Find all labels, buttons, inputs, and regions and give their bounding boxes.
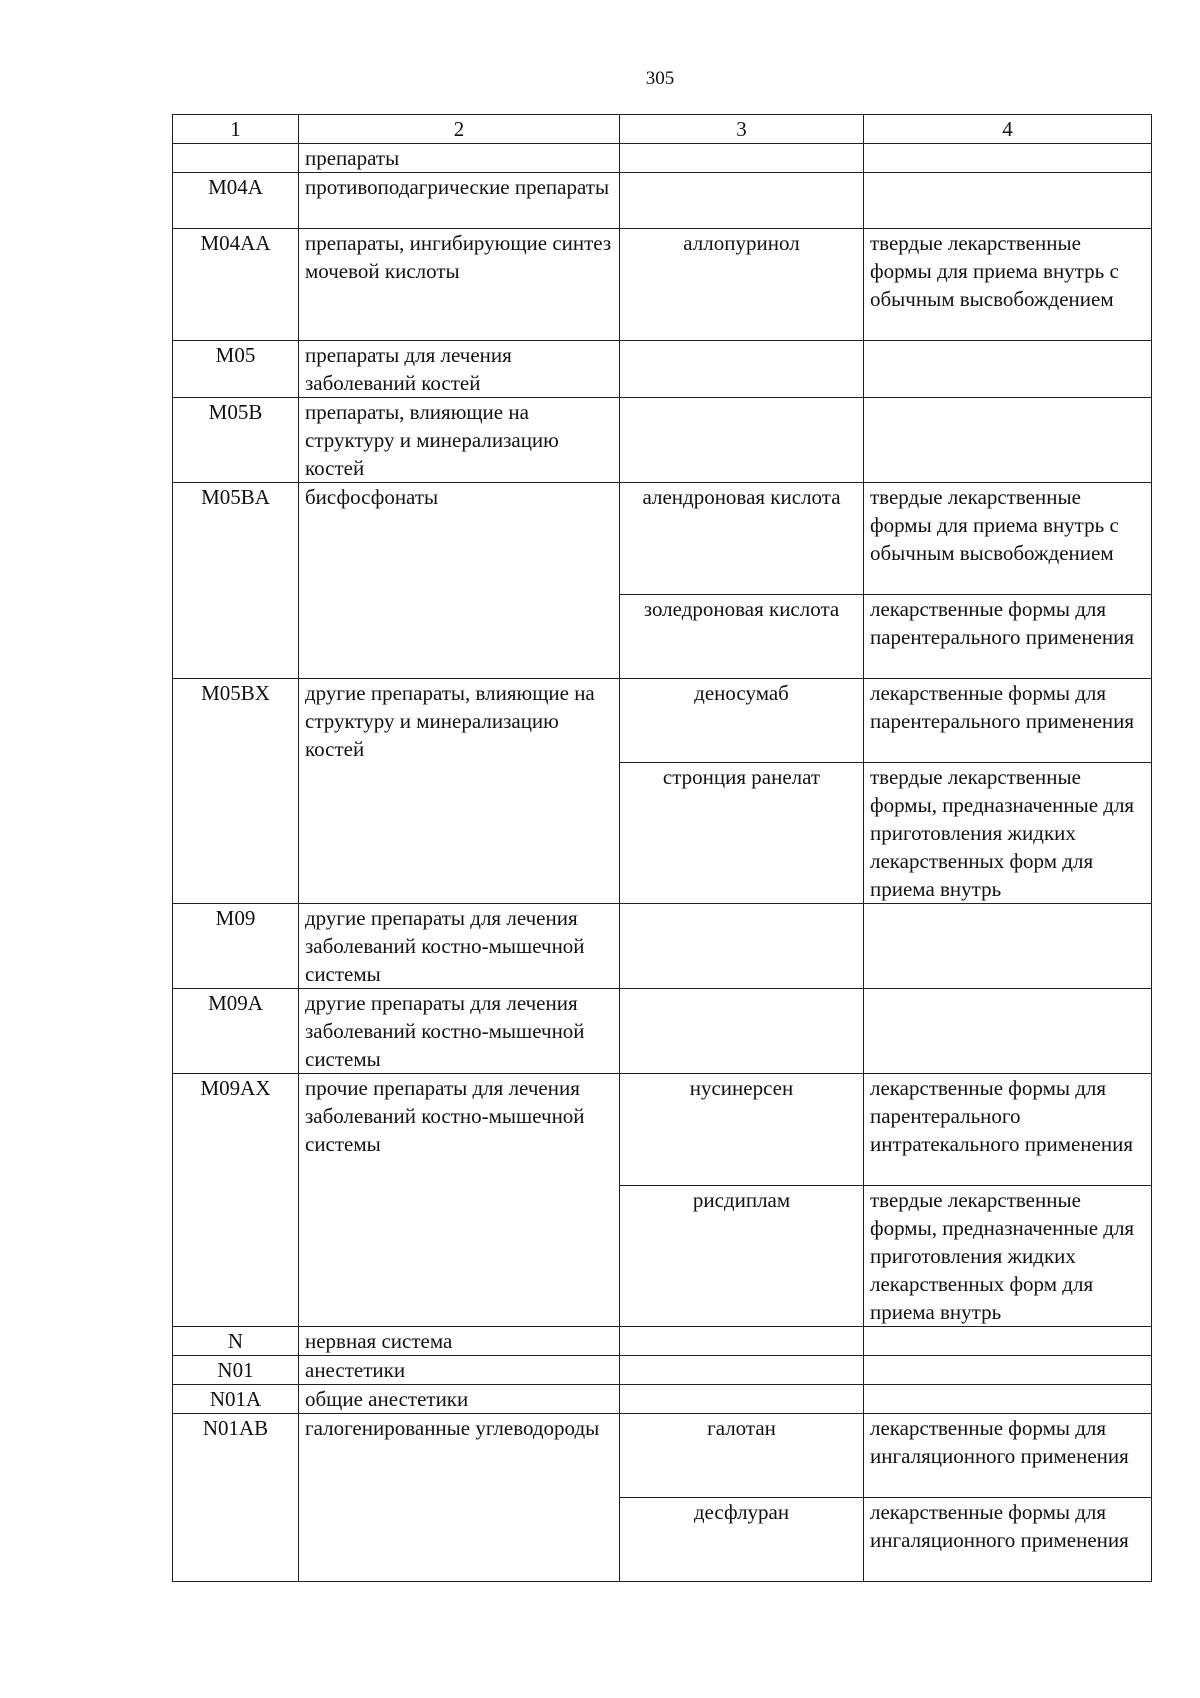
table-row	[173, 1385, 1152, 1414]
drug-name-cell	[620, 1385, 864, 1414]
group-cell: общие анестетики	[299, 1385, 620, 1414]
table-row	[173, 1356, 1152, 1385]
dosage-form-cell	[864, 398, 1152, 483]
table-row	[173, 144, 1152, 173]
drug-name-cell	[620, 1327, 864, 1356]
dosage-form-cell	[864, 341, 1152, 398]
drug-name-cell	[620, 989, 864, 1074]
group-cell: другие препараты для лечения заболеваний костно-мышечной системы	[299, 989, 620, 1074]
code-cell: M09AX	[173, 1074, 299, 1327]
drug-name-cell	[620, 173, 864, 229]
drug-name-cell: деносумаб	[620, 679, 864, 763]
table-row	[173, 904, 1152, 989]
dosage-form-cell: лекарственные формы для парентерального применения	[864, 679, 1152, 763]
table-row	[173, 989, 1152, 1074]
drug-table	[172, 114, 1152, 1582]
table-header-row	[173, 115, 1152, 144]
table-row	[173, 341, 1152, 398]
group-cell: бисфосфонаты	[299, 483, 620, 679]
drug-name-cell: галотан	[620, 1414, 864, 1498]
drug-name-cell: золедроновая кислота	[620, 595, 864, 679]
dosage-form-cell: лекарственные формы для ингаляционного применения	[864, 1498, 1152, 1582]
code-cell: N01AB	[173, 1414, 299, 1582]
dosage-form-cell: твердые лекарственные формы для приема внутрь с обычным высвобождением	[864, 483, 1152, 595]
code-cell: M04A	[173, 173, 299, 229]
dosage-form-cell: твердые лекарственные формы, предназначенные для приготовления жидких лекарственных форм для приема внутрь	[864, 763, 1152, 904]
table-row	[173, 398, 1152, 483]
code-cell: N01	[173, 1356, 299, 1385]
dosage-form-cell: твердые лекарственные формы для приема внутрь с обычным высвобождением	[864, 229, 1152, 341]
code-cell: M09	[173, 904, 299, 989]
dosage-form-cell	[864, 989, 1152, 1074]
drug-name-cell: нусинерсен	[620, 1074, 864, 1186]
group-cell: препараты для лечения заболеваний костей	[299, 341, 620, 398]
code-cell: M09A	[173, 989, 299, 1074]
code-cell	[173, 144, 299, 173]
dosage-form-cell: лекарственные формы для парентерального интратекального применения	[864, 1074, 1152, 1186]
drug-name-cell: алендроновая кислота	[620, 483, 864, 595]
group-cell: анестетики	[299, 1356, 620, 1385]
drug-name-cell	[620, 398, 864, 483]
table-row	[173, 679, 1152, 763]
code-cell: M05BA	[173, 483, 299, 679]
drug-name-cell	[620, 904, 864, 989]
drug-name-cell	[620, 1356, 864, 1385]
code-cell: N	[173, 1327, 299, 1356]
group-cell: препараты, ингибирующие синтез мочевой кислоты	[299, 229, 620, 341]
dosage-form-cell: твердые лекарственные формы, предназначенные для приготовления жидких лекарственных форм для приема внутрь	[864, 1186, 1152, 1327]
dosage-form-cell: лекарственные формы для ингаляционного применения	[864, 1414, 1152, 1498]
dosage-form-cell	[864, 904, 1152, 989]
dosage-form-cell	[864, 173, 1152, 229]
header-cell: 4	[864, 115, 1152, 144]
header-cell: 2	[299, 115, 620, 144]
dosage-form-cell: лекарственные формы для парентерального применения	[864, 595, 1152, 679]
drug-name-cell: десфлуран	[620, 1498, 864, 1582]
code-cell: M05BX	[173, 679, 299, 904]
code-cell: M05	[173, 341, 299, 398]
code-cell: N01A	[173, 1385, 299, 1414]
page-number: 305	[645, 68, 675, 89]
header-cell: 1	[173, 115, 299, 144]
drug-name-cell	[620, 144, 864, 173]
group-cell: прочие препараты для лечения заболеваний костно-мышечной системы	[299, 1074, 620, 1327]
drug-name-cell: рисдиплам	[620, 1186, 864, 1327]
drug-name-cell	[620, 341, 864, 398]
header-cell: 3	[620, 115, 864, 144]
table-row	[173, 483, 1152, 595]
drug-name-cell: стронция ранелат	[620, 763, 864, 904]
code-cell: M05B	[173, 398, 299, 483]
dosage-form-cell	[864, 1327, 1152, 1356]
dosage-form-cell	[864, 1356, 1152, 1385]
table-row	[173, 1327, 1152, 1356]
group-cell: препараты, влияющие на структуру и минерализацию костей	[299, 398, 620, 483]
dosage-form-cell	[864, 144, 1152, 173]
group-cell: галогенированные углеводороды	[299, 1414, 620, 1582]
table-row	[173, 229, 1152, 341]
group-cell: другие препараты для лечения заболеваний костно-мышечной системы	[299, 904, 620, 989]
group-cell: нервная система	[299, 1327, 620, 1356]
dosage-form-cell	[864, 1385, 1152, 1414]
group-cell: препараты	[299, 144, 620, 173]
code-cell: M04AA	[173, 229, 299, 341]
group-cell: другие препараты, влияющие на структуру и минерализацию костей	[299, 679, 620, 904]
group-cell: противоподагрические препараты	[299, 173, 620, 229]
table-row	[173, 1074, 1152, 1186]
table-row	[173, 1414, 1152, 1498]
table-row	[173, 173, 1152, 229]
drug-name-cell: аллопуринол	[620, 229, 864, 341]
